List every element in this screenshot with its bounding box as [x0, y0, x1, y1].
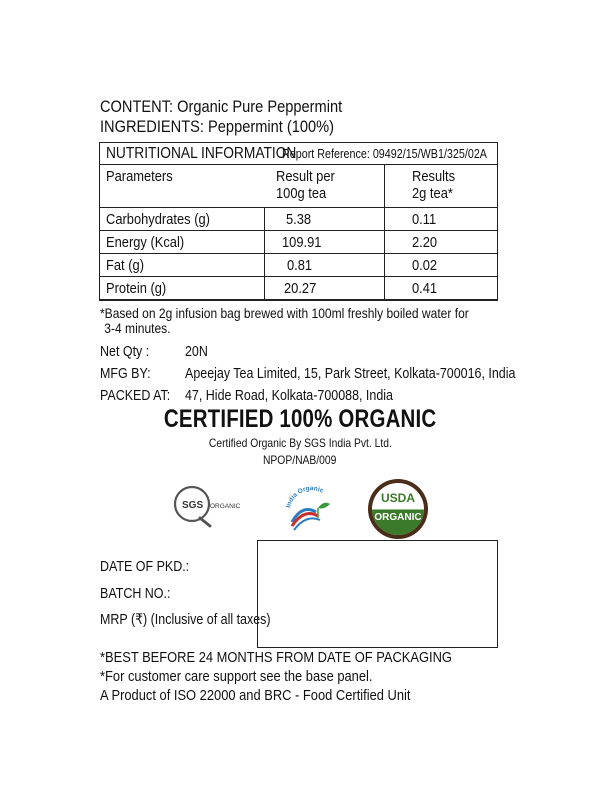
india-organic-text: India Organic	[285, 485, 325, 509]
sgs-organic-text: ORGANIC	[210, 503, 241, 510]
nutrition-rows	[100, 208, 497, 300]
header-parameters: Parameters	[106, 168, 173, 185]
product-certification-note: A Product of ISO 22000 and BRC - Food Certified Unit	[100, 687, 411, 704]
net-qty-label: Net Qty :	[100, 344, 150, 360]
nutrition-header-row	[100, 165, 497, 208]
certified-by: Certified Organic By SGS India Pvt. Ltd.	[208, 436, 392, 450]
content-label: CONTENT:	[100, 97, 174, 116]
ingredients-label: INGREDIENTS:	[100, 117, 204, 136]
mfg-value: Apeejay Tea Limited, 15, Park Street, Kolkata-700016, India	[185, 366, 516, 382]
batch-no-label: BATCH NO.:	[100, 586, 171, 602]
nutrition-title: NUTRITIONAL INFORMATION	[106, 145, 297, 162]
svg-text:India Organic	[285, 485, 325, 508]
packed-label: PACKED AT:	[100, 388, 171, 404]
column-divider	[384, 208, 385, 300]
nutrition-table	[99, 142, 498, 301]
header-per-2g: Results 2g tea*	[412, 168, 456, 202]
sgs-text: SGS	[182, 500, 204, 511]
india-organic-logo	[280, 478, 340, 534]
sgs-organic-logo	[170, 482, 250, 532]
packed-value: 47, Hide Road, Kolkata-700088, India	[185, 388, 393, 404]
certification-code: NPOP/NAB/009	[263, 453, 337, 467]
usda-organic-logo	[366, 477, 430, 541]
column-divider	[264, 208, 265, 300]
table-row: Energy (Kcal) 109.91 2.20	[100, 231, 497, 254]
print-box	[257, 540, 498, 648]
table-row: Protein (g) 20.27 0.41	[100, 277, 497, 300]
net-qty-value: 20N	[185, 344, 208, 360]
usda-text: USDA	[380, 491, 416, 505]
content-value: Organic Pure Peppermint	[177, 97, 343, 116]
customer-care-note: *For customer care support see the base panel.	[100, 668, 373, 685]
best-before: *BEST BEFORE 24 MONTHS FROM DATE OF PACKAGING	[100, 649, 452, 666]
brewing-footnote: *Based on 2g infusion bag brewed with 100ml freshly boiled water for 3-4 minutes.	[100, 305, 469, 336]
content-line	[100, 97, 382, 117]
table-row: Carbohydrates (g) 5.38 0.11	[100, 208, 497, 231]
nutrition-title-row	[100, 143, 497, 165]
ingredients-line	[100, 117, 372, 137]
usda-organic-text: ORGANIC	[374, 512, 422, 523]
mfg-label: MFG BY:	[100, 366, 151, 382]
date-packed-label: DATE OF PKD.:	[100, 559, 190, 575]
table-row: Fat (g) 0.81 0.02	[100, 254, 497, 277]
header-per-100g: Result per 100g tea	[276, 168, 335, 202]
mrp-label: MRP (₹) (Inclusive of all taxes)	[100, 612, 271, 628]
report-reference: Report Reference: 09492/15/WB1/325/02A	[282, 147, 487, 161]
column-divider	[384, 165, 385, 207]
ingredients-value: Peppermint (100%)	[208, 117, 335, 136]
certified-organic-title: CERTIFIED 100% ORGANIC	[163, 405, 437, 433]
